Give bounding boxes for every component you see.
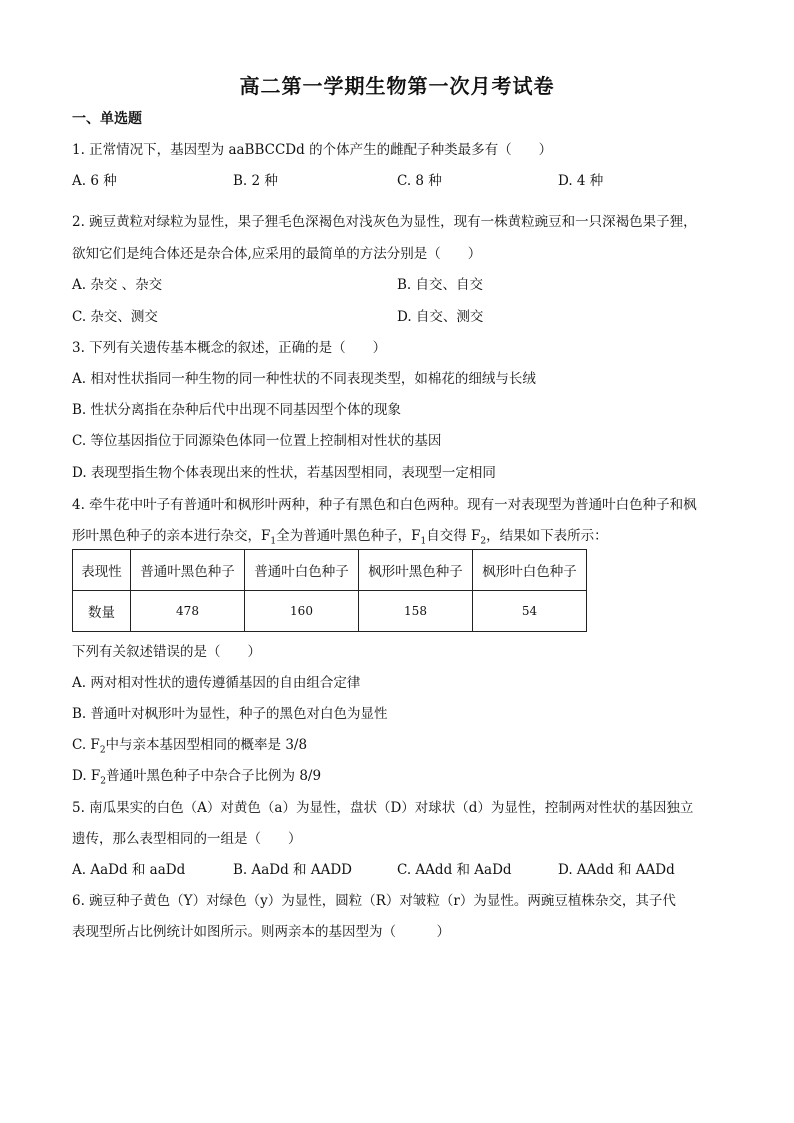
table-cell: 478 — [131, 591, 245, 632]
q2-option-d: D. 自交、测交 — [397, 309, 484, 325]
table-header-cell: 表现性 — [73, 550, 131, 591]
q5-option-c: C. AAdd 和 AaDd — [397, 862, 512, 878]
q3-option-d: D. 表现型指生物个体表现出来的性状，若基因型相同，表现型一定相同 — [72, 465, 496, 481]
q5-stem-line1: 5. 南瓜果实的白色（A）对黄色（a）为显性，盘状（D）对球状（d）为显性，控制两对性状的基因独立 — [72, 800, 694, 816]
q4-stem-line1: 4. 牵牛花中叶子有普通叶和枫形叶两种，种子有黑色和白色两种。现有一对表现型为普通叶白色种子和枫 — [72, 497, 697, 513]
table-row — [73, 591, 587, 632]
q3-stem: 3. 下列有关遗传基本概念的叙述，正确的是（ ） — [72, 340, 387, 356]
table-header-cell: 枫形叶白色种子 — [473, 550, 587, 591]
q4-question: 下列有关叙述错误的是（ ） — [72, 644, 261, 660]
q6-stem-line2: 表现型所占比例统计如图所示。则两亲本的基因型为（ ） — [72, 924, 450, 940]
q4-stem-line2: 形叶黑色种子的亲本进行杂交，$F_1$全为普通叶黑色种子，$F_1$自交得 $F_2$，结果如下表所示： — [72, 528, 608, 547]
q5-option-d: D. AAdd 和 AADd — [558, 862, 675, 878]
q1-option-d: D. 4 种 — [558, 173, 604, 189]
table-cell: 160 — [245, 591, 359, 632]
table-cell: 54 — [473, 591, 587, 632]
q1-option-b: B. 2 种 — [233, 173, 278, 189]
q1-option-a: A. 6 种 — [72, 173, 117, 189]
section-heading: 一、单选题 — [72, 111, 142, 127]
q4-option-d: D. $F_2$普通叶黑色种子中杂合子比例为 8/9 — [72, 768, 322, 787]
table-cell: 数量 — [73, 591, 131, 632]
table-header-cell: 枫形叶黑色种子 — [359, 550, 473, 591]
q2-stem-line2: 欲知它们是纯合体还是杂合体,应采用的最简单的方法分别是（ ） — [72, 246, 482, 262]
q2-option-c: C. 杂交、测交 — [72, 309, 158, 325]
q3-option-a: A. 相对性状指同一种生物的同一种性状的不同表现类型，如棉花的细绒与长绒 — [72, 371, 536, 387]
q5-stem-line2: 遗传，那么表型相同的一组是（ ） — [72, 831, 302, 847]
q4-option-b: B. 普通叶对枫形叶为显性，种子的黑色对白色为显性 — [72, 706, 388, 722]
q5-option-a: A. AaDd 和 aaDd — [72, 862, 186, 878]
q4-option-c: C. $F_2$中与亲本基因型相同的概率是 3/8 — [72, 737, 308, 756]
q3-option-c: C. 等位基因指位于同源染色体同一位置上控制相对性状的基因 — [72, 433, 442, 449]
table-header-cell: 普通叶黑色种子 — [131, 550, 245, 591]
q5-option-b: B. AaDd 和 AADD — [233, 862, 352, 878]
q1-option-c: C. 8 种 — [397, 173, 442, 189]
table-cell: 158 — [359, 591, 473, 632]
q2-option-b: B. 自交、自交 — [397, 277, 484, 293]
q1-stem: 1. 正常情况下，基因型为 aaBBCCDd 的个体产生的雌配子种类最多有（ ） — [72, 142, 553, 158]
q2-option-a: A. 杂交 、杂交 — [72, 277, 163, 293]
q4-option-a: A. 两对相对性状的遗传遵循基因的自由组合定律 — [72, 675, 361, 691]
q6-stem-line1: 6. 豌豆种子黄色（Y）对绿色（y）为显性，圆粒（R）对皱粒（r）为显性。两豌豆植株杂交，其子代 — [72, 893, 676, 909]
results-table — [72, 549, 587, 632]
table-header-cell: 普通叶白色种子 — [245, 550, 359, 591]
table-header-row — [73, 550, 587, 591]
q2-stem-line1: 2. 豌豆黄粒对绿粒为显性，果子狸毛色深褐色对浅灰色为显性，现有一株黄粒豌豆和一只深褐色果子狸， — [72, 214, 697, 230]
q3-option-b: B. 性状分离指在杂种后代中出现不同基因型个体的现象 — [72, 402, 402, 418]
page-title: 高二第一学期生物第一次月考试卷 — [239, 74, 555, 98]
